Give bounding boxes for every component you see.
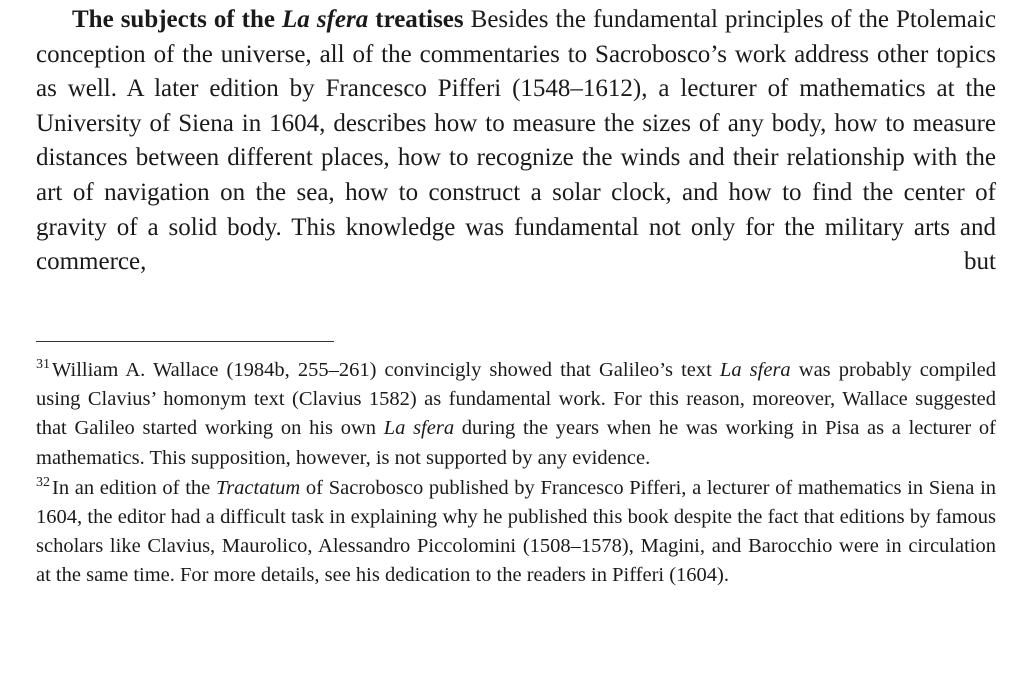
paragraph-text: Besides the fundamental principles of the Ptolemaic conception of the universe, all of the commentaries to Sacrobosco’s work address other topics as well. A later edition by Francesco Pifferi (1548–1612), a lecturer of mathematics at the University of Siena in 1604, describes how to measure the sizes of any body, how to measure distances between different places, how to recognize the winds and their relationship with the art of navigation on the sea, how to construct a solar clock, and how to find the center of gravity of a solid body. This knowledge was fundamental not only for the military arts and commerce, but [36, 6, 996, 276]
footnote-text: In an edition of the [52, 476, 216, 499]
lead-heading-part2: treatises [368, 6, 464, 33]
footnote-text: during the years when he was working in Pisa as a lecturer of mathematics. This supposition, however, is not supported by any evidence. [36, 417, 996, 469]
footnotes-section [36, 356, 996, 591]
body-paragraph [36, 0, 996, 280]
footnote-31 [36, 356, 996, 473]
footnote-32 [36, 474, 996, 591]
footnote-number: 32 [36, 474, 50, 490]
footnote-text: William A. Wallace (1984b, 255–261) convincigly showed that Galileo’s text [52, 359, 720, 381]
footnote-italic-title: La sfera [719, 359, 791, 381]
footnote-italic-title: Tractatum [215, 476, 301, 499]
paragraph-lead-heading [72, 6, 464, 33]
footnote-text: of Sacrobosco published by Francesco Pifferi, a lecturer of mathematics in Siena in 1604, the editor had a difficult task in explaining why he published this book despite the fact that editions by famous scholars like Clavius, Maurolico, Alessandro Piccolomini (1508–1578), Magini, and Barocchio were in circulation at the same time. For more details, see his dedication to the readers in Pifferi (1604). [36, 476, 997, 587]
lead-heading-part1: The subjects of the [72, 6, 283, 33]
document-page [36, 0, 997, 587]
lead-heading-title: La sfera [282, 6, 369, 33]
footnote-text: was probably compiled using Clavius’ homonym text (Clavius 1582) as fundamental work. For this reason, moreover, Wallace suggested that Galileo started working on his own [36, 359, 996, 440]
footnote-number: 31 [36, 357, 50, 372]
footnote-separator [36, 341, 334, 342]
footnote-italic-title: La sfera [383, 417, 455, 440]
